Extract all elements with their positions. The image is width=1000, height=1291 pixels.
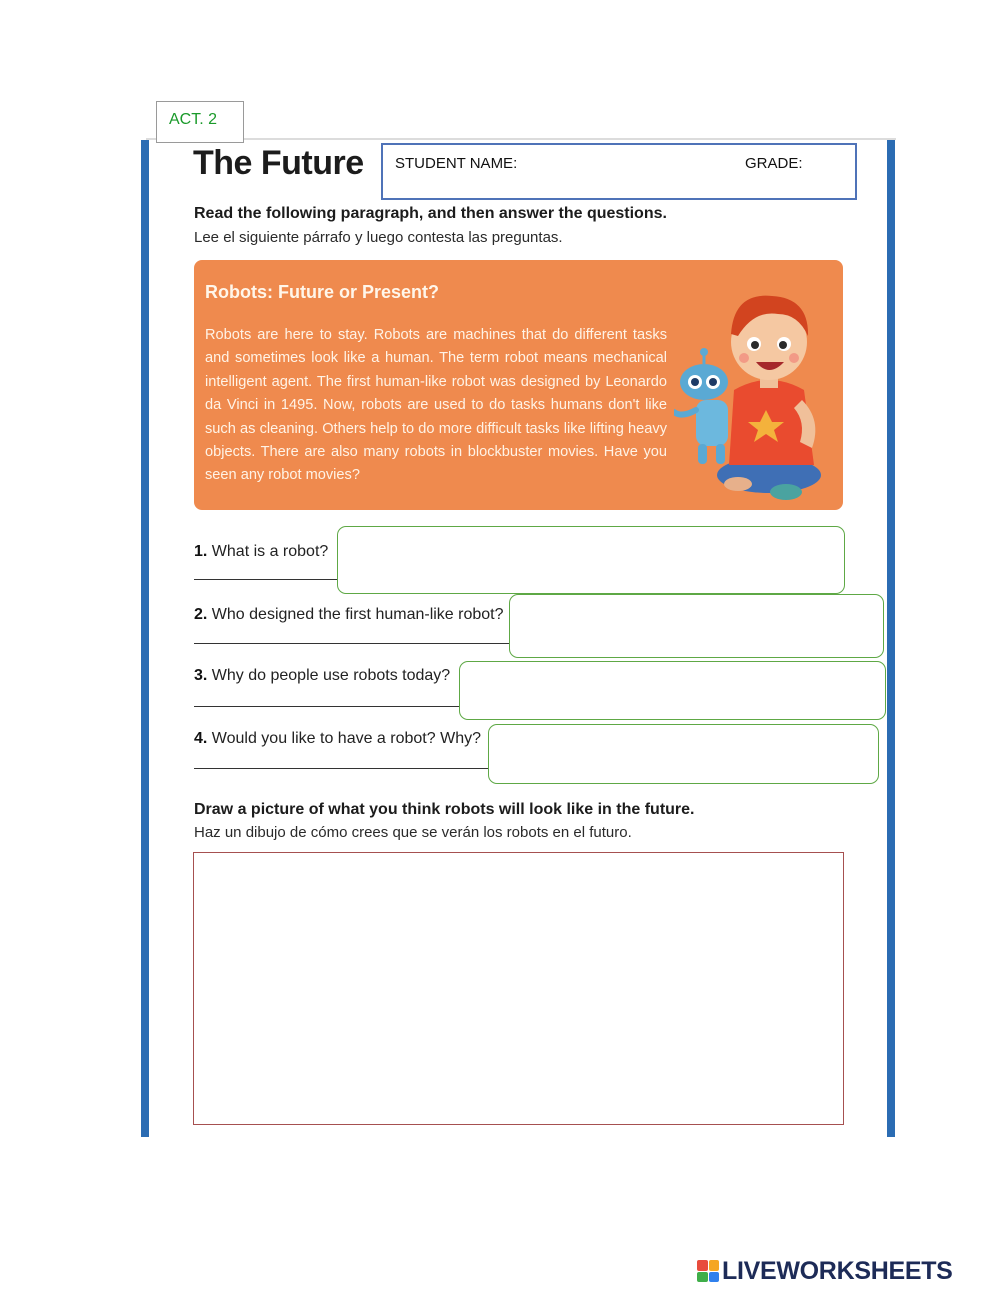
drawing-instructions-english: Draw a picture of what you think robots will look like in the future. <box>194 801 695 818</box>
activity-tag <box>156 101 244 143</box>
page-title: The Future <box>193 144 364 182</box>
right-border-bar <box>887 140 895 1137</box>
brand-grid-icon <box>697 1260 719 1282</box>
drawing-instructions-spanish: Haz un dibujo de cómo crees que se verán los robots en el futuro. <box>194 824 632 841</box>
answer-box-2[interactable] <box>509 594 884 658</box>
question-1 <box>194 543 328 561</box>
instructions-spanish: Lee el siguiente párrafo y luego contesta las preguntas. <box>194 229 563 246</box>
answer-line-2 <box>194 643 512 644</box>
question-text: Would you like to have a robot? Why? <box>211 730 481 747</box>
question-text: What is a robot? <box>211 543 329 560</box>
boy-with-robot-illustration <box>674 270 834 505</box>
story-title: Robots: Future or Present? <box>205 282 440 302</box>
story-panel <box>194 260 843 510</box>
left-border-bar <box>141 140 149 1137</box>
question-2 <box>194 606 504 624</box>
activity-label: ACT. 2 <box>169 111 218 128</box>
drawing-area[interactable] <box>193 852 844 1125</box>
answer-line-3 <box>194 706 462 707</box>
answer-box-1[interactable] <box>337 526 845 594</box>
question-number: 2. <box>194 606 208 623</box>
story-text: Robots are here to stay. Robots are machines that do different tasks and sometimes look like a human. The term robot means mechanical intelligent agent. The first human-like robot was designed by Leonardo da Vinci in 1495. Now, robots are used to do tasks humans don't like such as cleaning. Others help to do more difficult tasks like lifting heavy objects. There are also many robots in blockbuster movies. Have you seen any robot movies? <box>205 327 667 484</box>
answer-line-4 <box>194 768 492 769</box>
question-number: 4. <box>194 730 208 747</box>
question-number: 1. <box>194 543 208 560</box>
question-4 <box>194 730 481 748</box>
student-info-box[interactable] <box>381 143 857 200</box>
grade-label: GRADE: <box>745 155 803 172</box>
student-name-label: STUDENT NAME: <box>395 155 518 172</box>
sheet-top-edge <box>146 138 896 140</box>
question-text: Why do people use robots today? <box>211 667 451 684</box>
answer-box-4[interactable] <box>488 724 879 784</box>
question-number: 3. <box>194 667 208 684</box>
question-3 <box>194 667 450 685</box>
answer-line-1 <box>194 579 339 580</box>
brand-name: LIVEWORKSHEETS <box>722 1256 953 1285</box>
liveworksheets-logo <box>697 1256 953 1286</box>
question-text: Who designed the first human-like robot? <box>211 606 504 623</box>
answer-box-3[interactable] <box>459 661 886 720</box>
instructions-english: Read the following paragraph, and then answer the questions. <box>194 205 667 222</box>
